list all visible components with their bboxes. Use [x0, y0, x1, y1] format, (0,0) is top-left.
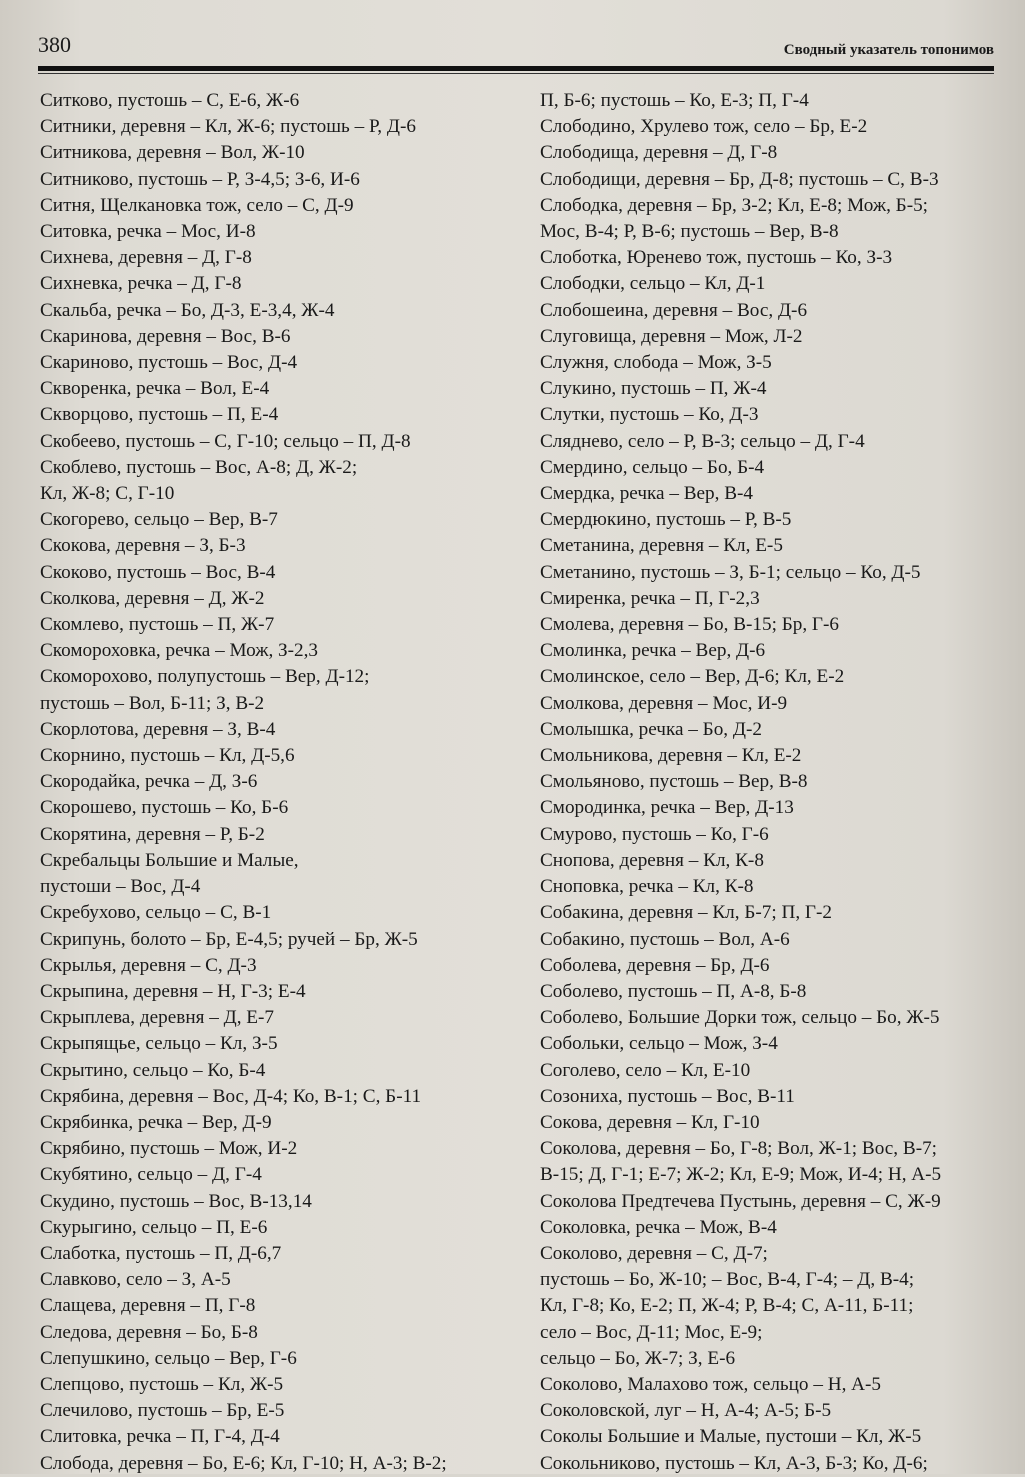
index-entry: Соколы Большие и Малые, пустоши – Кл, Ж-5: [540, 1426, 922, 1448]
index-entry: Скрытино, сельцо – Ко, Б-4: [40, 1059, 266, 1081]
index-entry: Собакино, пустошь – Вол, А-6: [540, 928, 790, 950]
index-column-left: [40, 88, 530, 1477]
index-entry: В-15; Д, Г-1; Е-7; Ж-2; Кл, Е-9; Мож, И-4; Н, А-5: [540, 1164, 942, 1186]
index-entry: Скоблево, пустошь – Вос, А-8; Д, Ж-2;: [40, 456, 358, 478]
index-column-right: [540, 88, 1010, 1477]
index-entry: Смолкова, деревня – Мос, И-9: [540, 692, 788, 714]
index-entry: Ситовка, речка – Мос, И-8: [40, 221, 256, 243]
index-entry: Скворенка, речка – Вол, Е-4: [40, 378, 270, 400]
index-entry: Сокольниково, пустошь – Кл, А-3, Б-3; Ко, Д-6;: [540, 1452, 928, 1474]
index-entry: Слитовка, речка – П, Г-4, Д-4: [40, 1426, 280, 1448]
index-entry: Сляднево, село – Р, В-3; сельцо – Д, Г-4: [540, 430, 865, 452]
index-entry: Смолинское, село – Вер, Д-6; Кл, Е-2: [540, 666, 845, 688]
index-entry: Собольки, сельцо – Мож, З-4: [540, 1033, 778, 1055]
index-entry: Сметанина, деревня – Кл, Е-5: [540, 535, 783, 557]
index-entry: Слепцово, пустошь – Кл, Ж-5: [40, 1373, 284, 1395]
running-title: Сводный указатель топонимов: [783, 42, 994, 58]
index-entry: Скребухово, сельцо – С, В-1: [40, 902, 272, 924]
page-number: 380: [38, 32, 71, 57]
index-entry: пустоши – Вос, Д-4: [40, 876, 201, 898]
index-entry: Скородайка, речка – Д, З-6: [40, 771, 258, 793]
index-entry: Смурово, пустошь – Ко, Г-6: [540, 823, 769, 845]
index-entry: Соколова, деревня – Бо, Г-8; Вол, Ж-1; Вос, В-7;: [540, 1138, 938, 1160]
index-entry: Сколкова, деревня – Д, Ж-2: [40, 587, 265, 609]
index-entry: Мос, В-4; Р, В-6; пустошь – Вер, В-8: [540, 221, 839, 243]
index-entry: Скорятина, деревня – Р, Б-2: [40, 823, 265, 845]
index-entry: Смолева, деревня – Бо, В-15; Бр, Г-6: [540, 614, 840, 636]
index-entry: Смердино, сельцо – Бо, Б-4: [540, 456, 765, 478]
header-rule: [38, 66, 994, 71]
index-entry: Созониха, пустошь – Вос, В-11: [540, 1085, 795, 1107]
index-entry: Скокова, деревня – З, Б-3: [40, 535, 246, 557]
index-entry: Смердка, речка – Вер, В-4: [540, 483, 754, 505]
index-entry: Ситково, пустошь – С, Е-6, Ж-6: [40, 90, 300, 111]
index-entry: Ситники, деревня – Кл, Ж-6; пустошь – Р, Д-6: [40, 116, 416, 138]
index-entry: Сметанино, пустошь – З, Б-1; сельцо – Ко, Д-5: [540, 561, 921, 583]
index-entry: Слободино, Хрулево тож, село – Бр, Е-2: [540, 116, 868, 138]
index-entry: Слободищи, деревня – Бр, Д-8; пустошь – С, В-3: [540, 168, 939, 190]
index-entry: Скудино, пустошь – Вос, В-13,14: [40, 1190, 312, 1212]
index-entry: Соколово, деревня – С, Д-7;: [540, 1242, 768, 1264]
index-entry: Сихнева, деревня – Д, Г-8: [40, 247, 252, 269]
index-entry: Слепушкино, сельцо – Вер, Г-6: [40, 1347, 297, 1369]
index-entry: Скорлотова, деревня – З, В-4: [40, 718, 276, 740]
index-entry: Скаринова, деревня – Вос, В-6: [40, 325, 291, 347]
page-header: [38, 32, 994, 62]
index-entry: Славково, село – З, А-5: [40, 1269, 231, 1291]
index-entry: Смердюкино, пустошь – Р, В-5: [540, 509, 792, 531]
index-entry: Соболево, пустошь – П, А-8, Б-8: [540, 980, 807, 1002]
index-entry: Слуговища, деревня – Мож, Л-2: [540, 325, 803, 347]
index-entry: Ситниково, пустошь – Р, З-4,5; З-6, И-6: [40, 168, 360, 190]
index-entry: Скрыпящье, сельцо – Кл, З-5: [40, 1033, 278, 1055]
index-entry: Слободка, деревня – Бр, З-2; Кл, Е-8; Мож, Б-5;: [540, 194, 929, 216]
index-entry: П, Б-6; пустошь – Ко, Е-3; П, Г-4: [540, 90, 809, 111]
index-entry: Скомлево, пустошь – П, Ж-7: [40, 614, 275, 636]
index-entry: Скрылья, деревня – С, Д-3: [40, 954, 257, 976]
index-entry: Служня, слобода – Мож, З-5: [540, 352, 772, 374]
index-entry: Скворцово, пустошь – П, Е-4: [40, 404, 279, 426]
index-entry: Слободки, сельцо – Кл, Д-1: [540, 273, 766, 295]
index-entry: Скрыпина, деревня – Н, Г-3; Е-4: [40, 980, 306, 1002]
index-entry: Слоботка, Юренево тож, пустошь – Ко, З-3: [540, 247, 893, 269]
index-entry: Соболева, деревня – Бр, Д-6: [540, 954, 770, 976]
index-entry: Скрябина, деревня – Вос, Д-4; Ко, В-1; С, Б-11: [40, 1085, 422, 1107]
index-entry: сельцо – Бо, Ж-7; З, Е-6: [540, 1347, 736, 1369]
index-entry: Слобода, деревня – Бо, Е-6; Кл, Г-10; Н, А-3; В-2;: [40, 1452, 447, 1474]
index-entry: Собакина, деревня – Кл, Б-7; П, Г-2: [540, 902, 832, 924]
index-entry: Скорошево, пустошь – Ко, Б-6: [40, 797, 289, 819]
index-entry: Смольникова, деревня – Кл, Е-2: [540, 745, 802, 767]
index-entry: Соколова Предтечева Пустынь, деревня – С, Ж-9: [540, 1190, 941, 1212]
index-entry: Смолинка, речка – Вер, Д-6: [540, 640, 766, 662]
index-entry: Сихневка, речка – Д, Г-8: [40, 273, 242, 295]
index-entry: Следова, деревня – Бо, Б-8: [40, 1321, 258, 1343]
index-entry: Скрябино, пустошь – Мож, И-2: [40, 1138, 298, 1160]
index-entry: село – Вос, Д-11; Мос, Е-9;: [540, 1321, 763, 1343]
index-entry: Соголево, село – Кл, Е-10: [540, 1059, 751, 1081]
index-entry: Скальба, речка – Бо, Д-3, Е-3,4, Ж-4: [40, 299, 335, 321]
index-entry: Слащева, деревня – П, Г-8: [40, 1295, 256, 1317]
index-entry: Скрябинка, речка – Вер, Д-9: [40, 1111, 272, 1133]
index-entry: Скогорево, сельцо – Вер, В-7: [40, 509, 278, 531]
index-entry: Слобошеина, деревня – Вос, Д-6: [540, 299, 808, 321]
index-entry: Скубятино, сельцо – Д, Г-4: [40, 1164, 262, 1186]
index-entry: Сноповка, речка – Кл, К-8: [540, 876, 754, 898]
index-entry: Слутки, пустошь – Ко, Д-3: [540, 404, 759, 426]
index-entry: Соболево, Большие Дорки тож, сельцо – Бо, Ж-5: [540, 1007, 940, 1029]
index-entry: Скариново, пустошь – Вос, Д-4: [40, 352, 298, 374]
index-entry: Скобеево, пустошь – С, Г-10; сельцо – П, Д-8: [40, 430, 411, 452]
index-entry: Слукино, пустошь – П, Ж-4: [540, 378, 767, 400]
index-entry: Скрипунь, болото – Бр, Е-4,5; ручей – Бр, Ж-5: [40, 928, 418, 950]
index-entry: Скоково, пустошь – Вос, В-4: [40, 561, 276, 583]
index-entry: Скребальцы Большие и Малые,: [40, 849, 299, 871]
index-entry: Скомороховка, речка – Мож, З-2,3: [40, 640, 319, 662]
index-entry: Скоморохово, полупустошь – Вер, Д-12;: [40, 666, 370, 688]
index-entry: Ситня, Щелкановка тож, село – С, Д-9: [40, 194, 354, 216]
index-entry: Смиренка, речка – П, Г-2,3: [540, 587, 760, 609]
header-rule-thin: [38, 73, 994, 74]
index-entry: Смольяново, пустошь – Вер, В-8: [540, 771, 808, 793]
index-entry: Слободища, деревня – Д, Г-8: [540, 142, 778, 164]
index-entry: Скрыплева, деревня – Д, Е-7: [40, 1007, 274, 1029]
index-entry: Снопова, деревня – Кл, К-8: [540, 849, 764, 871]
index-entry: Соколовской, луг – Н, А-4; А-5; Б-5: [540, 1400, 832, 1422]
index-entry: пустошь – Бо, Ж-10; – Вос, В-4, Г-4; – Д, В-4;: [540, 1269, 915, 1291]
index-entry: Сокова, деревня – Кл, Г-10: [540, 1111, 760, 1133]
index-entry: пустошь – Вол, Б-11; З, В-2: [40, 692, 265, 714]
index-entry: Скорнино, пустошь – Кл, Д-5,6: [40, 745, 295, 767]
index-entry: Соколово, Малахово тож, сельцо – Н, А-5: [540, 1373, 882, 1395]
index-entry: Ситникова, деревня – Вол, Ж-10: [40, 142, 305, 164]
index-entry: Смолышка, речка – Бо, Д-2: [540, 718, 762, 740]
index-entry: Скурыгино, сельцо – П, Е-6: [40, 1216, 268, 1238]
index-entry: Слаботка, пустошь – П, Д-6,7: [40, 1242, 282, 1264]
index-entry: Кл, Ж-8; С, Г-10: [40, 483, 175, 505]
index-entry: Соколовка, речка – Мож, В-4: [540, 1216, 777, 1238]
index-entry: Смородинка, речка – Вер, Д-13: [540, 797, 794, 819]
index-entry: Слечилово, пустошь – Бр, Е-5: [40, 1400, 285, 1422]
index-entry: Кл, Г-8; Ко, Е-2; П, Ж-4; Р, В-4; С, А-11, Б-11;: [540, 1295, 914, 1317]
